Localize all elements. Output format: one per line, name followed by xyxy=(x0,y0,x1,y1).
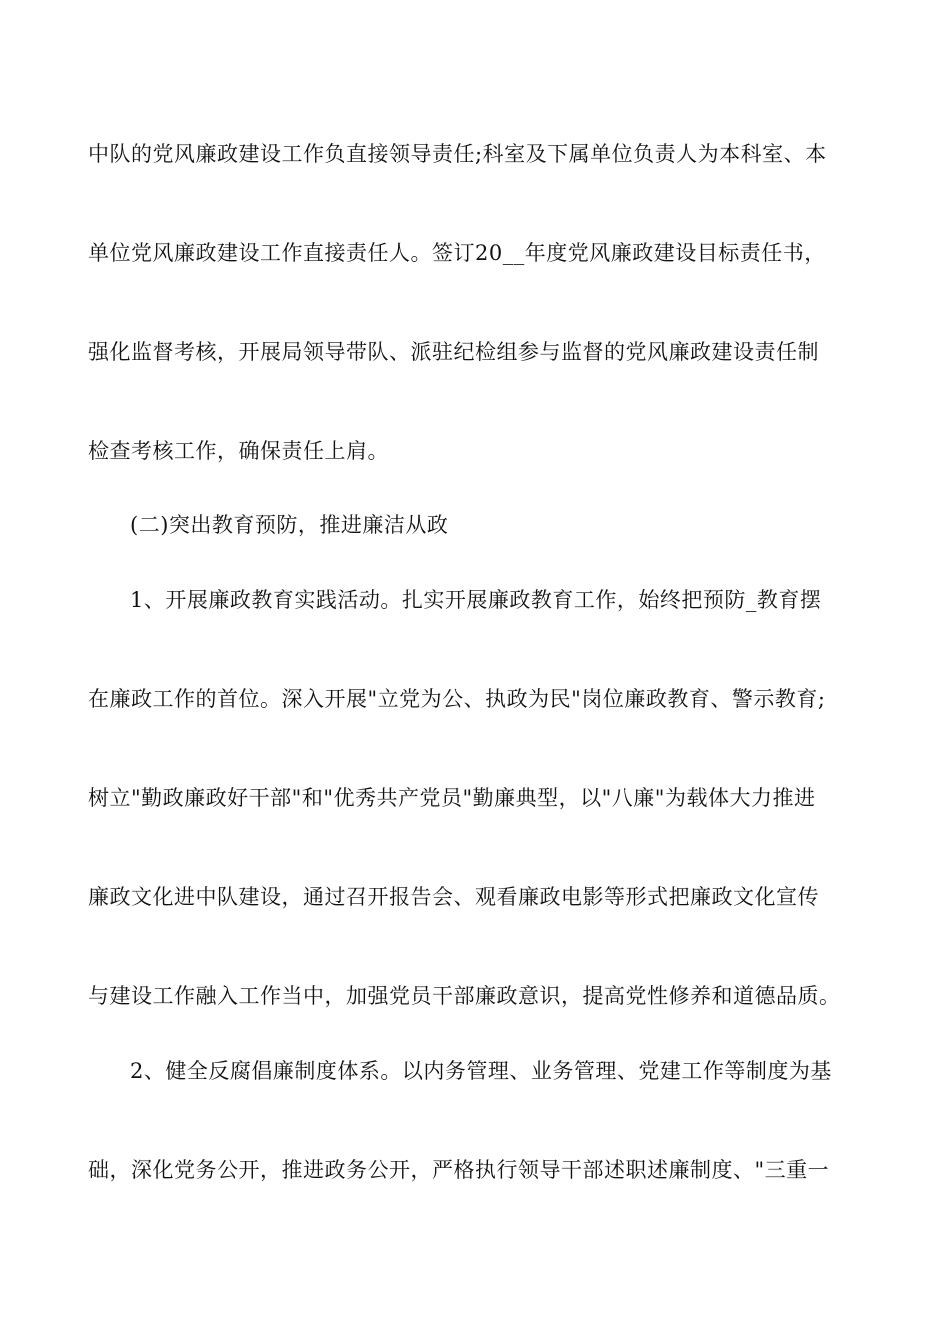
paragraph-start-line: 2、健全反腐倡廉制度体系。以内务管理、业务管理、党建工作等制度为基 xyxy=(130,1059,832,1083)
text-line: 与建设工作融入工作当中，加强党员干部廉政意识，提高党性修养和道德品质。 xyxy=(88,984,841,1008)
text-line: 中队的党风廉政建设工作负直接领导责任;科室及下属单位负责人为本科室、本 xyxy=(88,142,827,166)
text-line: 础，深化党务公开，推进政务公开，严格执行领导干部述职述廉制度、"三重一 xyxy=(88,1158,830,1182)
text-line: 检查考核工作，确保责任上肩。 xyxy=(88,439,389,463)
section-heading: (二)突出教育预防，推进廉洁从政 xyxy=(130,513,449,537)
text-line: 单位党风廉政建设工作直接责任人。签订20__年度党风廉政建设目标责任书， xyxy=(88,241,826,265)
text-line: 强化监督考核，开展局领导带队、派驻纪检组参与监督的党风廉政建设责任制 xyxy=(88,340,819,364)
text-line: 在廉政工作的首位。深入开展"立党为公、执政为民"岗位廉政教育、警示教育; xyxy=(88,687,826,711)
text-line: 树立"勤政廉政好干部"和"优秀共产党员"勤廉典型，以"八廉"为载体大力推进 xyxy=(88,786,816,810)
paragraph-start-line: 1、开展廉政教育实践活动。扎实开展廉政教育工作，始终把预防_教育摆 xyxy=(130,588,822,612)
text-line: 廉政文化进中队建设，通过召开报告会、观看廉政电影等形式把廉政文化宣传 xyxy=(88,885,819,909)
